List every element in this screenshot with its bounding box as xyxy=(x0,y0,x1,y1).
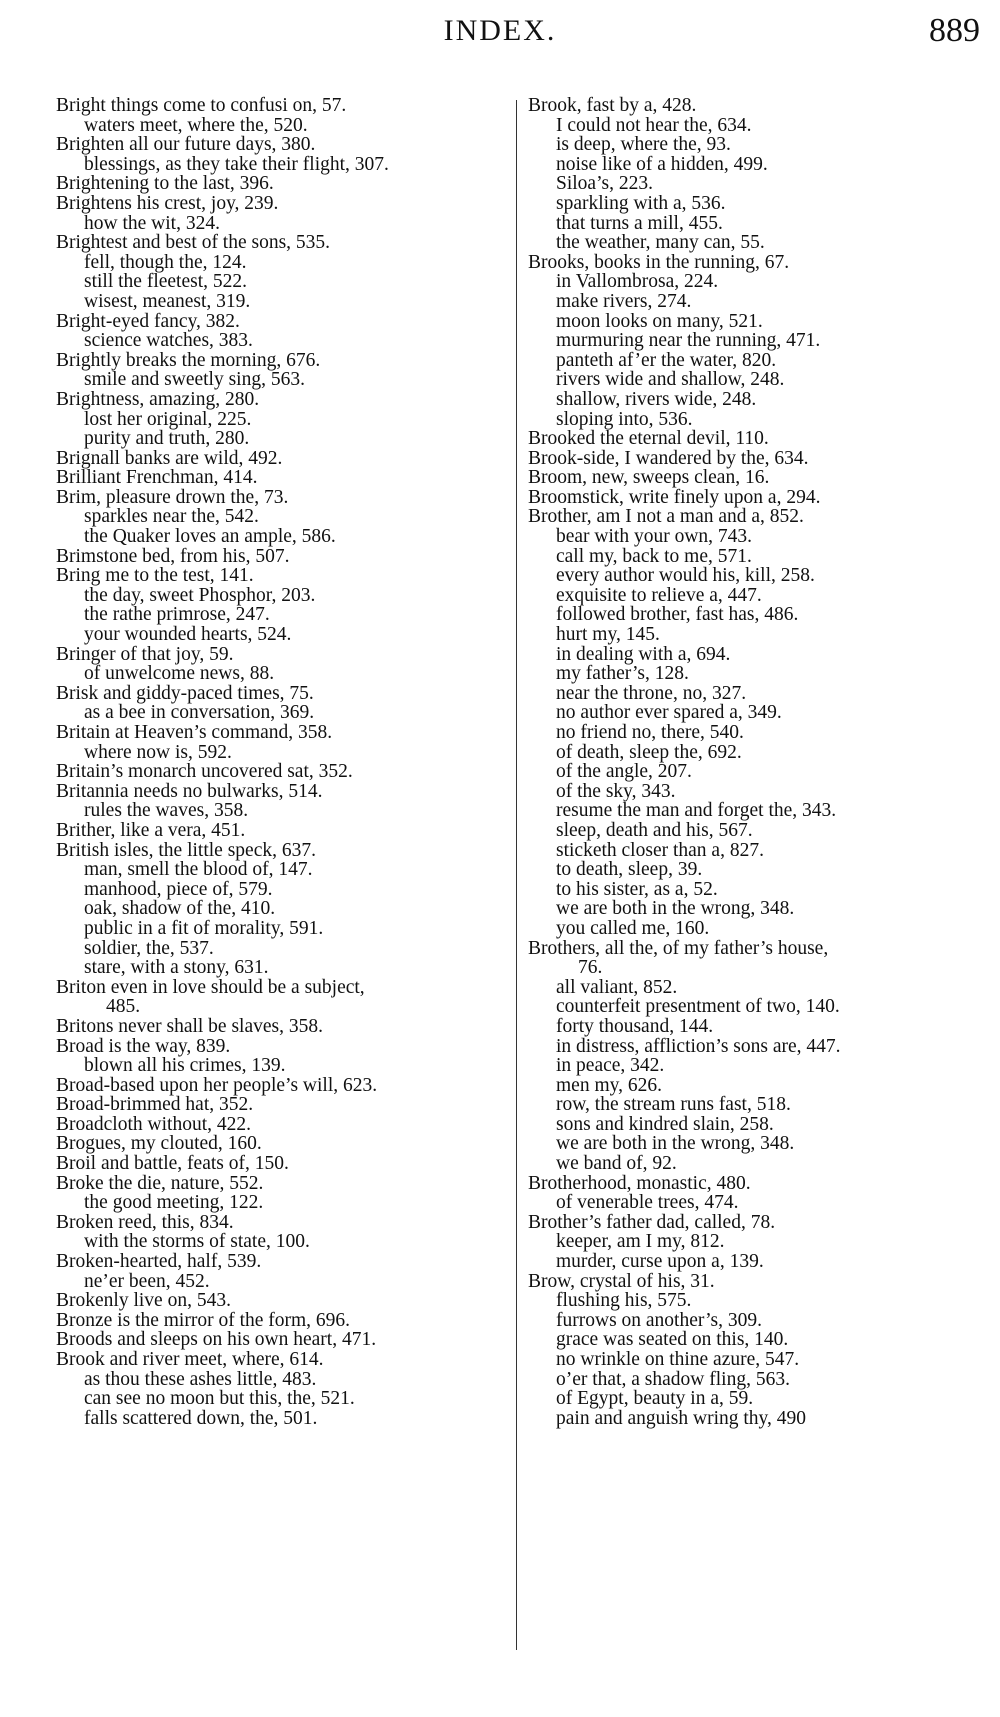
index-subentry: the Quaker loves an ample, 586. xyxy=(84,526,336,548)
index-subentry: sloping into, 536. xyxy=(556,408,693,430)
index-subentry: man, smell the blood of, 147. xyxy=(84,859,313,881)
index-subentry: every author would his, kill, 258. xyxy=(556,565,815,587)
index-entry: Brightly breaks the morning, 676. xyxy=(56,349,321,371)
page-number: 889 xyxy=(929,12,980,49)
index-entry: Broad-brimmed hat, 352. xyxy=(56,1094,254,1116)
index-subentry: of venerable trees, 474. xyxy=(556,1192,739,1214)
index-subentry: science watches, 383. xyxy=(84,330,253,352)
index-entry: Brightest and best of the sons, 535. xyxy=(56,232,331,254)
index-subentry: call my, back to me, 571. xyxy=(556,545,752,567)
index-entry: Broad is the way, 839. xyxy=(56,1035,231,1057)
index-subentry: in distress, affliction’s sons are, 447. xyxy=(556,1035,841,1057)
index-subentry: I could not hear the, 634. xyxy=(556,114,752,136)
index-entry: Broom, new, sweeps clean, 16. xyxy=(528,467,770,489)
index-entry: Bright-eyed fancy, 382. xyxy=(56,310,240,332)
index-subentry: no wrinkle on thine azure, 547. xyxy=(556,1349,800,1370)
index-subentry: to his sister, as a, 52. xyxy=(556,878,718,900)
index-subentry: that turns a mill, 455. xyxy=(556,212,723,234)
index-subentry: the weather, many can, 55. xyxy=(556,232,765,254)
index-subentry: all valiant, 852. xyxy=(556,976,678,998)
index-entry: Brook and river meet, where, 614. xyxy=(56,1349,324,1370)
index-subentry: fell, though the, 124. xyxy=(84,251,247,273)
index-subentry: panteth af’er the water, 820. xyxy=(556,349,777,371)
index-subentry: bear with your own, 743. xyxy=(556,526,753,548)
index-subentry: public in a fit of morality, 591. xyxy=(84,917,324,939)
index-subentry: sticketh closer than a, 827. xyxy=(556,839,764,861)
index-subentry: murder, curse upon a, 139. xyxy=(556,1251,764,1273)
index-subentry: stare, with a stony, 631. xyxy=(84,957,269,979)
index-subentry: sleep, death and his, 567. xyxy=(556,819,753,841)
index-entry: Bring me to the test, 141. xyxy=(56,565,254,587)
index-subentry: is deep, where the, 93. xyxy=(556,134,731,156)
index-subentry: in peace, 342. xyxy=(556,1055,665,1077)
index-entry: Brook, fast by a, 428. xyxy=(528,95,697,116)
index-subentry: can see no moon but this, the, 521. xyxy=(84,1388,355,1410)
index-subentry: my father’s, 128. xyxy=(556,663,689,685)
index-subentry: purity and truth, 280. xyxy=(84,428,250,450)
index-entry: Bringer of that joy, 59. xyxy=(56,643,234,665)
index-subentry: 76. xyxy=(578,957,603,979)
index-subentry: resume the man and forget the, 343. xyxy=(556,800,837,822)
index-entry: Britons never shall be slaves, 358. xyxy=(56,1015,323,1037)
index-column-left xyxy=(56,96,506,1428)
index-entry: Broods and sleeps on his own heart, 471. xyxy=(56,1329,377,1351)
index-subentry: we are both in the wrong, 348. xyxy=(556,1133,795,1155)
index-entry: Britain at Heaven’s command, 358. xyxy=(56,722,333,743)
index-entry: Brook-side, I wandered by the, 634. xyxy=(528,447,809,469)
index-entry: Broken-hearted, half, 539. xyxy=(56,1251,262,1273)
index-subentry: where now is, 592. xyxy=(84,741,232,763)
index-entry: Broomstick, write finely upon a, 294. xyxy=(528,486,821,508)
index-subentry: shallow, rivers wide, 248. xyxy=(556,388,757,410)
index-subentry: waters meet, where the, 520. xyxy=(84,114,308,136)
index-entry: Brignall banks are wild, 492. xyxy=(56,447,283,469)
index-subentry: of death, sleep the, 692. xyxy=(556,741,742,763)
index-entry: Brooks, books in the running, 67. xyxy=(528,251,790,273)
index-column-right xyxy=(528,96,988,1428)
page-header xyxy=(0,8,1000,48)
index-subentry: noise like of a hidden, 499. xyxy=(556,153,768,175)
index-subentry: men my, 626. xyxy=(556,1074,662,1096)
index-entry: Bronze is the mirror of the form, 696. xyxy=(56,1309,351,1331)
index-subentry: ne’er been, 452. xyxy=(84,1270,210,1292)
index-entry: Brokenly live on, 543. xyxy=(56,1290,231,1312)
index-subentry: hurt my, 145. xyxy=(556,624,660,646)
index-subentry: grace was seated on this, 140. xyxy=(556,1329,789,1351)
index-subentry: wisest, meanest, 319. xyxy=(84,290,251,312)
index-subentry: how the wit, 324. xyxy=(84,212,220,234)
index-subentry: of Egypt, beauty in a, 59. xyxy=(556,1388,754,1410)
index-subentry: exquisite to relieve a, 447. xyxy=(556,584,762,606)
index-entry: Brother’s father dad, called, 78. xyxy=(528,1211,776,1233)
index-subentry: of unwelcome news, 88. xyxy=(84,663,275,685)
index-entry: Broke the die, nature, 552. xyxy=(56,1172,264,1194)
index-subentry: soldier, the, 537. xyxy=(84,937,214,959)
index-subentry: sparkling with a, 536. xyxy=(556,192,726,214)
index-subentry: in dealing with a, 694. xyxy=(556,643,731,665)
index-subentry: we are both in the wrong, 348. xyxy=(556,898,795,920)
index-subentry: rules the waves, 358. xyxy=(84,800,249,822)
index-subentry: as thou these ashes little, 483. xyxy=(84,1368,317,1390)
index-subentry: no friend no, there, 540. xyxy=(556,722,744,743)
index-subentry: sons and kindred slain, 258. xyxy=(556,1113,774,1135)
index-subentry: make rivers, 274. xyxy=(556,290,692,312)
column-divider xyxy=(516,100,517,1650)
index-subentry: furrows on another’s, 309. xyxy=(556,1309,762,1331)
index-subentry: o’er that, a shadow fling, 563. xyxy=(556,1368,790,1390)
index-subentry: pain and anguish wring thy, 490 xyxy=(556,1407,807,1429)
index-entry: Brisk and giddy-paced times, 75. xyxy=(56,682,314,704)
index-subentry: manhood, piece of, 579. xyxy=(84,878,273,900)
index-subentry: of the sky, 343. xyxy=(556,780,676,802)
page-title: INDEX. xyxy=(443,14,557,47)
index-subentry: blessings, as they take their flight, 307. xyxy=(84,153,389,175)
index-entry: Brimstone bed, from his, 507. xyxy=(56,545,290,567)
index-subentry: we band of, 92. xyxy=(556,1153,677,1175)
index-subentry: near the throne, no, 327. xyxy=(556,682,747,704)
index-subentry: falls scattered down, the, 501. xyxy=(84,1407,318,1429)
index-subentry: counterfeit presentment of two, 140. xyxy=(556,996,840,1018)
index-entry: Britain’s monarch uncovered sat, 352. xyxy=(56,761,353,783)
index-entry: British isles, the little speck, 637. xyxy=(56,839,316,861)
index-subentry: smile and sweetly sing, 563. xyxy=(84,369,305,391)
index-entry: Brow, crystal of his, 31. xyxy=(528,1270,715,1292)
index-subentry: forty thousand, 144. xyxy=(556,1015,714,1037)
index-entry: Brim, pleasure drown the, 73. xyxy=(56,486,289,508)
index-entry: Brogues, my clouted, 160. xyxy=(56,1133,262,1155)
index-subentry: your wounded hearts, 524. xyxy=(84,624,292,646)
index-entry: Brothers, all the, of my father’s house, xyxy=(528,937,829,959)
index-entry: Brother, am I not a man and a, 852. xyxy=(528,506,804,528)
index-subentry: the good meeting, 122. xyxy=(84,1192,264,1214)
index-subentry: moon looks on many, 521. xyxy=(556,310,763,332)
index-subentry: keeper, am I my, 812. xyxy=(556,1231,725,1253)
index-entry: Brotherhood, monastic, 480. xyxy=(528,1172,751,1194)
index-entry: Brightening to the last, 396. xyxy=(56,173,274,195)
index-subentry: in Vallombrosa, 224. xyxy=(556,271,719,293)
index-entry: Broad-based upon her people’s will, 623. xyxy=(56,1074,378,1096)
index-entry: Bright things come to confusi on, 57. xyxy=(56,95,347,116)
index-subentry: sparkles near the, 542. xyxy=(84,506,259,528)
index-entry: Briton even in love should be a subject, xyxy=(56,976,365,998)
index-entry: Brightness, amazing, 280. xyxy=(56,388,260,410)
index-subentry: still the fleetest, 522. xyxy=(84,271,248,293)
index-subentry: Siloa’s, 223. xyxy=(556,173,653,195)
index-subentry: flushing his, 575. xyxy=(556,1290,692,1312)
index-entry: Brither, like a vera, 451. xyxy=(56,819,246,841)
index-subentry: of the angle, 207. xyxy=(556,761,692,783)
index-entry: Broken reed, this, 834. xyxy=(56,1211,234,1233)
index-subentry: oak, shadow of the, 410. xyxy=(84,898,276,920)
index-subentry: rivers wide and shallow, 248. xyxy=(556,369,785,391)
index-subentry: no author ever spared a, 349. xyxy=(556,702,782,724)
index-subentry: followed brother, fast has, 486. xyxy=(556,604,799,626)
index-subentry: 485. xyxy=(106,996,141,1018)
index-subentry: with the storms of state, 100. xyxy=(84,1231,310,1253)
index-subentry: murmuring near the running, 471. xyxy=(556,330,821,352)
index-subentry: the rathe primrose, 247. xyxy=(84,604,270,626)
index-subentry: as a bee in conversation, 369. xyxy=(84,702,315,724)
index-entry: Britannia needs no bulwarks, 514. xyxy=(56,780,323,802)
index-entry: Brilliant Frenchman, 414. xyxy=(56,467,258,489)
index-subentry: the day, sweet Phosphor, 203. xyxy=(84,584,316,606)
index-entry: Broadcloth without, 422. xyxy=(56,1113,251,1135)
index-entry: Broil and battle, feats of, 150. xyxy=(56,1153,289,1175)
index-entry: Brighten all our future days, 380. xyxy=(56,134,316,156)
index-subentry: you called me, 160. xyxy=(556,917,710,939)
index-subentry: row, the stream runs fast, 518. xyxy=(556,1094,791,1116)
index-subentry: to death, sleep, 39. xyxy=(556,859,703,881)
index-subentry: lost her original, 225. xyxy=(84,408,252,430)
index-entry: Brightens his crest, joy, 239. xyxy=(56,192,279,214)
index-subentry: blown all his crimes, 139. xyxy=(84,1055,286,1077)
index-entry: Brooked the eternal devil, 110. xyxy=(528,428,769,450)
